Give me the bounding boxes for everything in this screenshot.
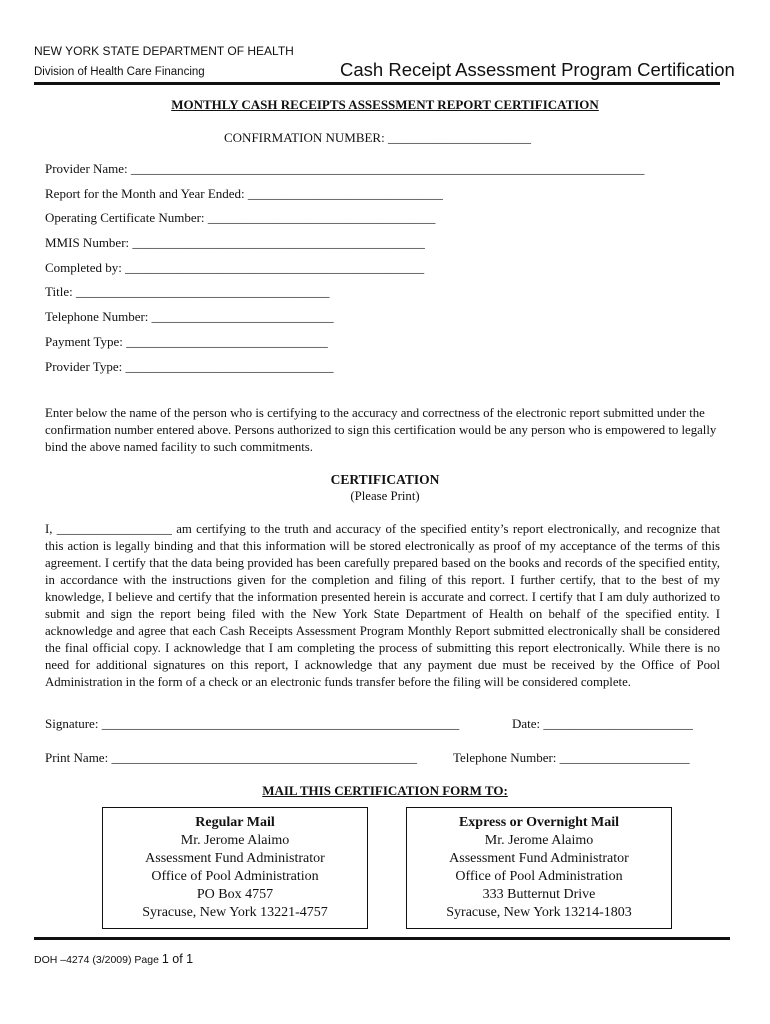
field-label: Title: (45, 284, 73, 300)
field-mmis-number (45, 234, 644, 259)
field-blank[interactable]: ______________________________ (247, 185, 443, 201)
regular-mail-heading: Regular Mail (195, 815, 275, 830)
express-mail-box (406, 807, 672, 929)
field-title (45, 283, 644, 308)
address-line: Office of Pool Administration (151, 869, 319, 884)
field-report-month-year (45, 185, 644, 210)
certification-heading: CERTIFICATION (330, 472, 440, 487)
express-mail-heading: Express or Overnight Mail (458, 815, 620, 830)
confirmation-number-field (224, 130, 531, 146)
address-line: 333 Butternut Drive (482, 887, 596, 902)
field-label: Provider Name: (45, 161, 128, 176)
field-blank[interactable]: ____________________________ (151, 309, 334, 325)
header-rule (34, 82, 720, 85)
field-payment-type (45, 333, 644, 358)
confirmation-number-blank[interactable]: ______________________ (387, 130, 531, 145)
intro-paragraph: Enter below the name of the person who is certifying to the accuracy and correctness of the electronic report submitted under the confirmation number entered above. Persons authorized to sign this certification would be any person who is empowered to legally bind the above named facility to such commitments. (45, 406, 717, 454)
address-line: Syracuse, New York 13221-4757 (142, 905, 328, 920)
field-telephone-number (45, 308, 644, 333)
certification-body: I, __________________ am certifying to the truth and accuracy of the specified entity’s report electronically, and recognize that this action is legally binding and that this information will be stored electronically as proof of my acceptance of the terms of this agreement. I certify that the data being provided has been carefully prepared based on the books and records of the specified entity, in accordance with the instructions given for the completion and filing of this report. I further certify, that to the best of my knowledge, I believe and certify that the information presented herein is accurate and correct. I certify that I am duly authorized to submit and sign the report being filed with the New York State Department of Health on behalf of the specified entity. I acknowledge and agree that each Cash Receipts Assessment Program Monthly Report submitted electronically shall be considered the final official copy. I acknowledge that I am completing the process of submitting this report electronically. While there is no need for additional signatures on this report, I acknowledge that any payment due must be received by the Office of Pool Administration in the form of a check or an electronic funds transfer before the filing will be considered complete. (45, 522, 720, 689)
field-blank[interactable]: _______________________________ (126, 333, 328, 349)
field-label: Telephone Number: (45, 309, 149, 325)
mail-heading: MAIL THIS CERTIFICATION FORM TO: (262, 783, 508, 798)
division-name: Division of Health Care Financing (34, 66, 205, 78)
address-line: Assessment Fund Administrator (449, 851, 629, 866)
field-blank[interactable]: ________________________________ (125, 358, 334, 374)
provider-fields (45, 160, 644, 382)
footer-rule (34, 937, 730, 940)
print-name-field (45, 750, 417, 766)
date-field (512, 716, 693, 732)
regular-mail-box (102, 807, 368, 929)
field-blank[interactable]: _______________________________________________________________________________ (130, 161, 645, 176)
field-provider-name (45, 160, 644, 185)
signer-telephone-label: Telephone Number: (453, 750, 557, 765)
field-blank[interactable]: _______________________________________ (75, 284, 330, 300)
field-completed-by (45, 259, 644, 284)
field-label: Payment Type: (45, 333, 123, 349)
address-line: Mr. Jerome Alaimo (180, 833, 290, 848)
address-line: PO Box 4757 (196, 887, 274, 902)
field-label: Provider Type: (45, 358, 123, 374)
agency-name: NEW YORK STATE DEPARTMENT OF HEALTH (34, 44, 294, 58)
field-label: Report for the Month and Year Ended: (45, 185, 245, 201)
form-id: DOH –4274 (3/2009) Page (34, 954, 159, 966)
confirmation-number-label: CONFIRMATION NUMBER: (224, 130, 385, 145)
field-operating-certificate (45, 209, 644, 234)
signer-telephone-field (453, 750, 690, 766)
field-label: MMIS Number: (45, 235, 130, 251)
signer-telephone-blank[interactable]: ____________________ (559, 750, 690, 765)
footer (34, 952, 193, 966)
address-line: Assessment Fund Administrator (145, 851, 325, 866)
field-blank[interactable]: _____________________________________________ (132, 235, 425, 251)
report-title: MONTHLY CASH RECEIPTS ASSESSMENT REPORT CERTIFICATION (171, 97, 599, 112)
field-provider-type (45, 358, 644, 383)
signature-label: Signature: (45, 716, 99, 731)
address-line: Office of Pool Administration (455, 869, 623, 884)
certification-subheading: (Please Print) (350, 489, 420, 503)
print-name-label: Print Name: (45, 750, 109, 765)
form-title: Cash Receipt Assessment Program Certification (340, 59, 735, 80)
address-line: Syracuse, New York 13214-1803 (446, 905, 632, 920)
date-label: Date: (512, 716, 541, 731)
signature-field (45, 716, 459, 732)
date-blank[interactable]: _______________________ (543, 716, 693, 731)
address-line: Mr. Jerome Alaimo (484, 833, 594, 848)
field-blank[interactable]: ___________________________________ (207, 210, 436, 226)
field-label: Completed by: (45, 259, 122, 275)
field-label: Operating Certificate Number: (45, 210, 205, 226)
print-name-blank[interactable]: _______________________________________________ (111, 750, 417, 765)
page-number: 1 of 1 (161, 952, 194, 966)
field-blank[interactable]: ______________________________________________ (125, 259, 425, 275)
signature-blank[interactable]: _______________________________________________________ (101, 716, 460, 731)
